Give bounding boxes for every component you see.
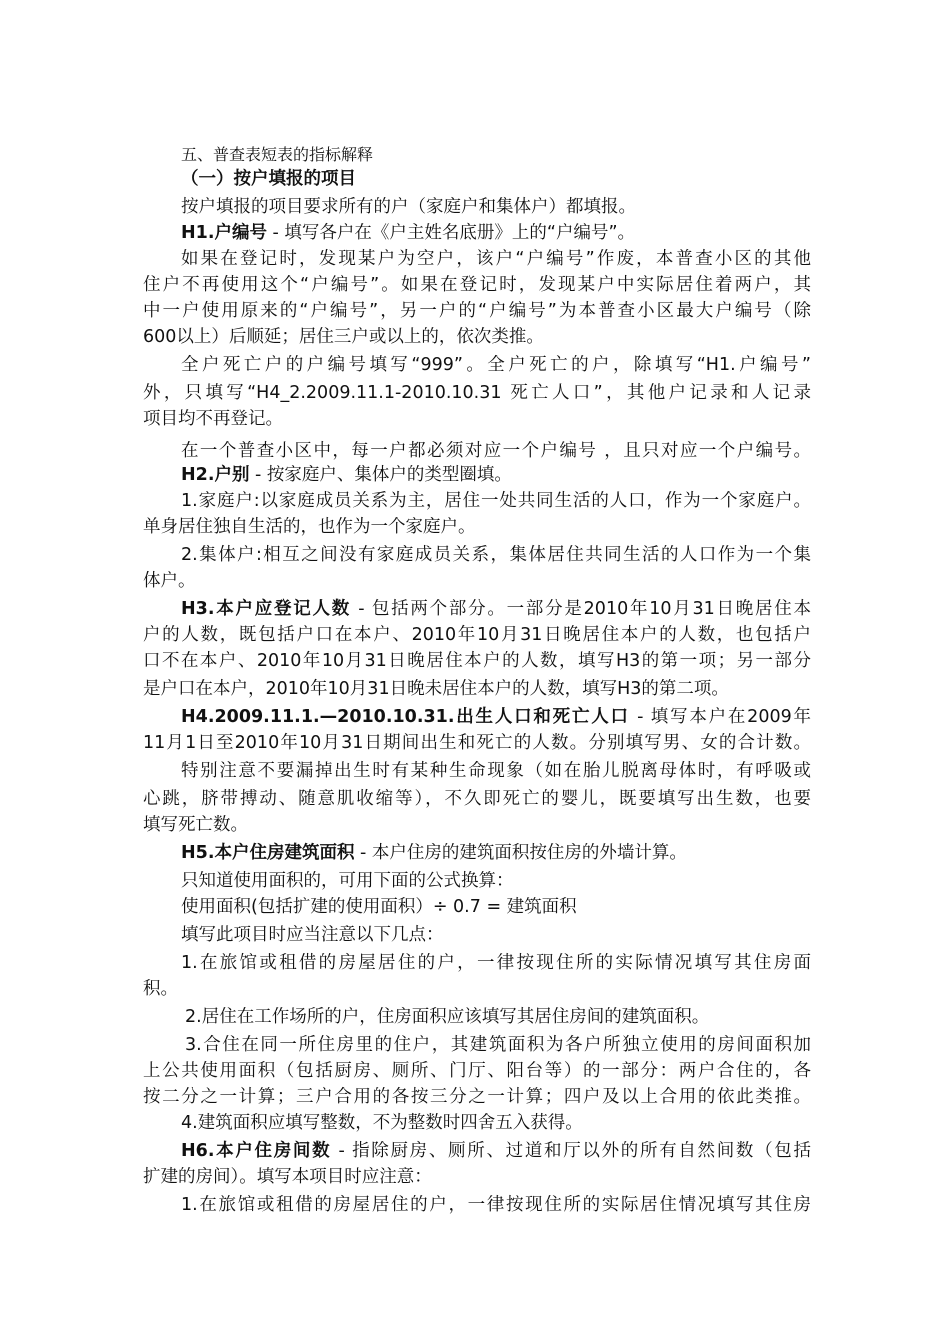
- text-line: [181, 894, 811, 920]
- text-line: [143, 514, 811, 540]
- item-label: H5.本户住房建筑面积: [181, 843, 355, 863]
- line-text: 体户。: [143, 571, 196, 591]
- text-line: [181, 488, 811, 514]
- line-text: 4.建筑面积应填写整数，不为整数时四舍五入获得。: [181, 1113, 583, 1133]
- text-line: [143, 622, 811, 648]
- text-line: [181, 194, 811, 220]
- text-line: [143, 380, 811, 406]
- text-line: [185, 1032, 811, 1058]
- line-text: - 包括两个部分。一部分是2010年10月31日晚居住本: [350, 599, 811, 619]
- line-text: 按二分之一计算；三户合用的各按三分之一计算；四户及以上合用的依此类推。: [143, 1087, 811, 1107]
- text-line: [181, 922, 811, 948]
- text-line: [143, 568, 811, 594]
- line-text: 心跳，脐带搏动、随意肌收缩等），不久即死亡的婴儿，既要填写出生数，也要: [143, 789, 811, 809]
- text-line: [181, 596, 811, 622]
- text-line: [181, 246, 811, 272]
- text-line: [181, 462, 811, 488]
- text-line: [181, 840, 811, 866]
- text-line: [181, 704, 811, 730]
- line-text: 住户不再使用这个“户编号”。如果在登记时，发现某户中实际居住着两户，其: [143, 275, 811, 295]
- line-text: 600以上）后顺延；居住三户或以上的，依次类推。: [143, 327, 544, 347]
- line-text: 2.集体户:相互之间没有家庭成员关系，集体居住共同生活的人口作为一个集: [181, 545, 811, 565]
- text-line: [181, 220, 811, 246]
- text-line: [181, 1138, 811, 1164]
- text-line: [143, 272, 811, 298]
- text-line: [143, 324, 811, 350]
- line-text: 1.在旅馆或租借的房屋居住的户，一律按现住所的实际情况填写其住房面: [181, 953, 811, 973]
- line-text: 3.合住在同一所住房里的住户，其建筑面积为各户所独立使用的房间面积加: [185, 1035, 811, 1055]
- line-text: 外，只填写“H4_2.2009.11.1-2010.10.31 死亡人口”，其他户记录和人记录: [143, 383, 811, 403]
- line-text: 积。: [143, 979, 178, 999]
- text-line: [143, 648, 811, 674]
- text-line: [143, 786, 811, 812]
- line-text: 在一个普查小区中，每一户都必须对应一个户编号 ，且只对应一个户编号。: [181, 441, 811, 461]
- text-line: [143, 1058, 811, 1084]
- text-line: [143, 298, 811, 324]
- line-text: 填写此项目时应当注意以下几点：: [181, 925, 444, 945]
- subsection-title: （一）按户填报的项目: [181, 169, 356, 189]
- text-line: [143, 976, 811, 1002]
- line-text: 是户口在本户，2010年10月31日晚未居住本户的人数，填写H3的第二项。: [143, 679, 729, 699]
- line-text: 口不在本户、2010年10月31日晚居住本户的人数，填写H3的第一项；另一部分: [143, 651, 811, 671]
- text-line: [143, 812, 811, 838]
- item-label: H6.本户住房间数: [181, 1141, 332, 1161]
- item-label: H1.户编号: [181, 223, 267, 243]
- line-text: 11月1日至2010年10月31日期间出生和死亡的人数。分别填写男、女的合计数。: [143, 733, 811, 753]
- text-line: [181, 352, 811, 378]
- item-label: H3.本户应登记人数: [181, 599, 351, 619]
- line-text: 按户填报的项目要求所有的户（家庭户和集体户）都填报。: [181, 197, 636, 217]
- line-text: - 按家庭户、集体户的类型圈填。: [249, 465, 512, 485]
- item-label: H4.2009.11.1.—2010.10.31.出生人口和死亡人口: [181, 707, 630, 727]
- line-text: 2.居住在工作场所的户，住房面积应该填写其居住房间的建筑面积。: [185, 1007, 710, 1027]
- line-text: - 本户住房的建筑面积按住房的外墙计算。: [354, 843, 687, 863]
- text-line: [181, 438, 811, 464]
- line-text: - 指除厨房、厕所、过道和厅以外的所有自然间数（包括: [331, 1141, 811, 1161]
- text-line: [143, 1164, 811, 1190]
- text-line: [181, 542, 811, 568]
- line-text: 中一户使用原来的“户编号”，另一户的“户编号”为本普查小区最大户编号（除: [143, 301, 811, 321]
- line-text: 使用面积(包括扩建的使用面积）÷ 0.7 = 建筑面积: [181, 897, 577, 917]
- line-text: 1.家庭户:以家庭成员关系为主，居住一处共同生活的人口，作为一个家庭户。: [181, 491, 811, 511]
- text-line: [185, 1004, 811, 1030]
- line-text: 如果在登记时，发现某户为空户，该户“户编号”作废，本普查小区的其他: [181, 249, 811, 269]
- line-text: - 填写本户在2009年: [629, 707, 811, 727]
- text-line: [143, 406, 811, 432]
- text-line: [181, 868, 811, 894]
- line-text: 全户死亡户的户编号填写“999”。全户死亡的户，除填写“H1.户编号”: [181, 355, 811, 375]
- line-text: 项目均不再登记。: [143, 409, 283, 429]
- line-text: 1.在旅馆或租借的房屋居住的户，一律按现住所的实际居住情况填写其住房: [181, 1195, 811, 1215]
- line-text: 单身居住独自生活的，也作为一个家庭户。: [143, 517, 476, 537]
- line-text: - 填写各户在《户主姓名底册》上的“户编号”。: [266, 223, 636, 243]
- line-text: 扩建的房间）。填写本项目时应注意：: [143, 1167, 432, 1187]
- text-line: [143, 730, 811, 756]
- text-line: [181, 758, 811, 784]
- text-line: [143, 1084, 811, 1110]
- line-text: 填写死亡数。: [143, 815, 248, 835]
- line-text: 户的人数，既包括户口在本户、2010年10月31日晚居住本户的人数，也包括户: [143, 625, 811, 645]
- line-text: 上公共使用面积（包括厨房、厕所、门厅、阳台等）的一部分：两户合住的，各: [143, 1061, 811, 1081]
- text-line: [143, 676, 811, 702]
- section-title: 五、普查表短表的指标解释: [181, 145, 374, 164]
- text-line: [181, 950, 811, 976]
- text-line: [181, 1110, 811, 1136]
- line-text: 特别注意不要漏掉出生时有某种生命现象（如在胎儿脱离母体时，有呼吸或: [181, 761, 811, 781]
- line-text: 只知道使用面积的，可用下面的公式换算：: [181, 871, 514, 891]
- text-line: [181, 1192, 811, 1218]
- item-label: H2.户别: [181, 465, 250, 485]
